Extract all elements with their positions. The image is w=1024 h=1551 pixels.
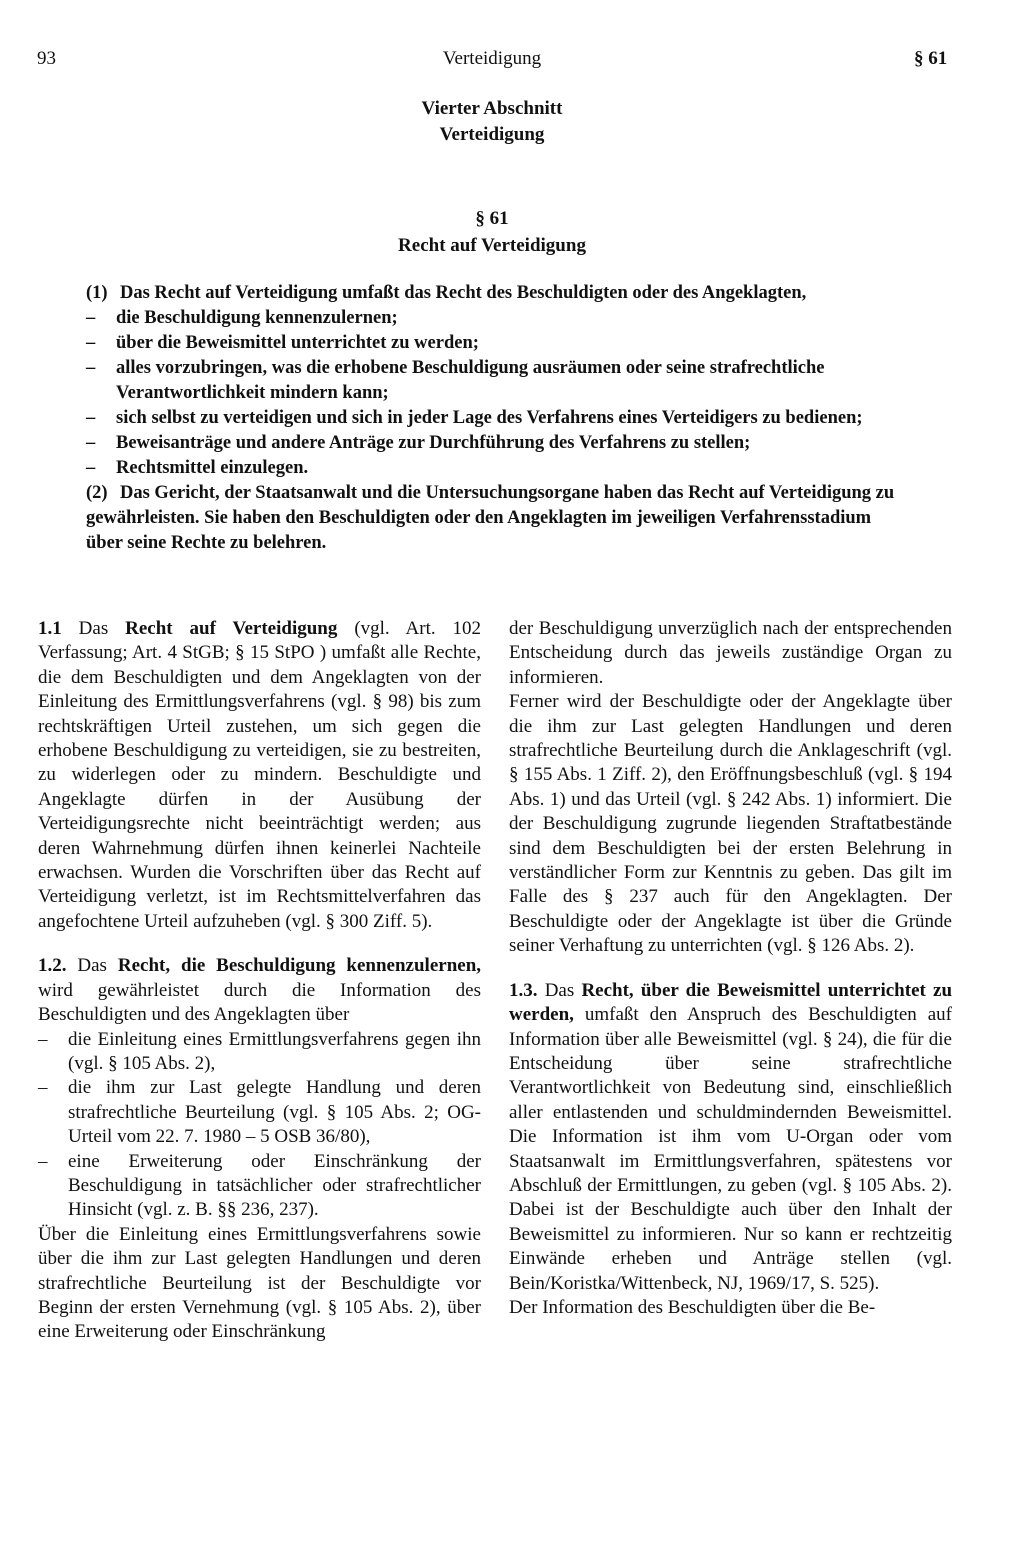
statute-paragraph-1 <box>86 281 908 306</box>
commentary-right-column <box>509 617 952 1320</box>
section-heading <box>0 205 984 259</box>
commentary-left-column <box>38 617 481 1345</box>
section-reference: § 61 <box>914 48 948 69</box>
statute-list-item: – Rechtsmittel einzulegen. <box>86 458 309 478</box>
paragraph-text: Das Gericht, der Staatsanwalt und die Untersuchungsorgane haben das Recht auf Verteidigung zu gewährleisten. Sie haben den Beschuldigten oder den Angeklagten im jeweiligen Verfahrensstadium über seine Rechte zu belehren. <box>86 483 895 553</box>
note-1-1: 1.1 Das Recht auf Verteidigung (vgl. Art. 102 Verfassung; Art. 4 StGB; § 15 StPO ) umfaßt alle Rechte, die dem Beschuldigten und dem Angeklagten von der Einleitung des Ermittlungsverfahrens (vgl. § 98) bis zum rechtskräftigen Urteil zustehen, um sich gegen die erhobene Beschuldigung zu verteidigen, sie zu bestreiten, zu widerlegen oder zu mindern. Beschuldigte und Angeklagte dürfen in der Ausübung der Verteidigungsrechte nicht beeinträchtigt werden; aus deren Wahrnehmung dürfen ihnen keinerlei Nachteile erwachsen. Wurden die Vorschriften über das Recht auf Verteidigung verletzt, ist im Rechtsmittelverfahren das angefochtene Urteil aufzuheben (vgl. § 300 Ziff. 5). <box>38 618 482 932</box>
note-1-2: 1.2. Das Recht, die Beschuldigung kennenzulernen, wird gewährleistet durch die Information des Beschuldigten und des Angeklagten über <box>38 955 482 1026</box>
statute-list-item: – Beweisanträge und andere Anträge zur Durchführung des Verfahrens zu stellen; <box>86 433 751 453</box>
note-paragraph-last: Der Information des Beschuldigten über die Be- <box>509 1296 876 1318</box>
paragraph-number: (2) <box>86 483 108 503</box>
section-title: Recht auf Verteidigung <box>398 235 586 256</box>
statute-paragraph-2 <box>86 481 908 556</box>
statute-text <box>86 281 908 556</box>
chapter-part: Vierter Abschnitt <box>421 98 563 119</box>
statute-list-item: – über die Beweismittel unterrichtet zu werden; <box>86 333 479 353</box>
statute-list-item: – alles vorzubringen, was die erhobene Beschuldigung ausräumen oder seine strafrechtliche Verantwortlichkeit mindern kann; <box>86 358 825 403</box>
statute-list-item: – sich selbst zu verteidigen und sich in jeder Lage des Verfahrens eines Verteidigers zu bedienen; <box>86 408 863 428</box>
note-1-2-continuation: Über die Einleitung eines Ermittlungsverfahrens sowie über die ihm zur Last gelegten Handlungen und deren strafrechtliche Beurteilung ist der Beschuldigte vor Beginn der ersten Vernehmung (vgl. § 105 Abs. 2), über eine Erweiterung oder Einschränkung <box>38 1223 481 1343</box>
chapter-heading <box>0 96 984 148</box>
note-list-item: – die Einleitung eines Ermittlungsverfahrens gegen ihn (vgl. § 105 Abs. 2), <box>38 1028 481 1074</box>
chapter-title: Verteidigung <box>439 124 545 145</box>
page-number: 93 <box>37 48 56 69</box>
note-1-3: 1.3. Das Recht, über die Beweismittel unterrichtet zu werden, umfaßt den Anspruch des Beschuldigten auf Information über alle Beweismittel (vgl. § 24), die für die Entscheidung über seine strafrechtliche Verantwortlichkeit von Bedeutung sind, einschließlich aller entlastenden und schuldmindernden Beweismittel. Die Information ist ihm vom U-Organ oder vom Staatsanwalt im Ermittlungsverfahren, spätestens vor Abschluß der Ermittlungen, zu geben (vgl. § 105 Abs. 2). Dabei ist der Beschuldigte auch über den Inhalt der Beweismittel zu informieren. Nur so kann er rechtzeitig Einwände erheben und Anträge stellen (vgl. Bein/Koristka/Wittenbeck, NJ, 1969/17, S. 525). <box>509 979 953 1294</box>
paragraph-text: Das Recht auf Verteidigung umfaßt das Recht des Beschuldigten oder des Angeklagten, <box>120 283 807 303</box>
statute-list-item: – die Beschuldigung kennenzulernen; <box>86 308 398 328</box>
note-paragraph: Ferner wird der Beschuldigte oder der Angeklagte über die ihm zur Last gelegten Handlungen und deren strafrechtliche Beurteilung durch die Anklageschrift (vgl. § 155 Abs. 1 Ziff. 2), den Eröffnungsbeschluß (vgl. § 194 Abs. 1) und das Urteil (vgl. § 242 Abs. 1) informiert. Die der Beschuldigung zugrunde liegenden Straftatbestände sind dem Beschuldigten bei der ersten Belehrung in verständlicher Form zur Kenntnis zu geben. Das gilt im Falle des § 237 auch für den Angeklagten. Der Beschuldigte oder der Angeklagte ist über die Gründe seiner Verhaftung zu unterrichten (vgl. § 126 Abs. 2). <box>509 691 952 957</box>
note-list-item: – die ihm zur Last gelegte Handlung und deren strafrechtliche Beurteilung (vgl. § 105 Abs. 2; OG-Urteil vom 22. 7. 1980 – 5 OSB 36/80), <box>38 1077 481 1148</box>
paragraph-number: (1) <box>86 283 108 303</box>
note-list-item: – eine Erweiterung oder Einschränkung der Beschuldigung in tatsächlicher oder strafrechtlicher Hinsicht (vgl. z. B. §§ 236, 237). <box>38 1150 481 1221</box>
note-continuation: der Beschuldigung unverzüglich nach der entsprechenden Entscheidung durch das jeweils zuständige Organ zu informieren. <box>509 618 952 688</box>
running-title: Verteidigung <box>442 48 542 69</box>
section-number: § 61 <box>475 208 509 229</box>
